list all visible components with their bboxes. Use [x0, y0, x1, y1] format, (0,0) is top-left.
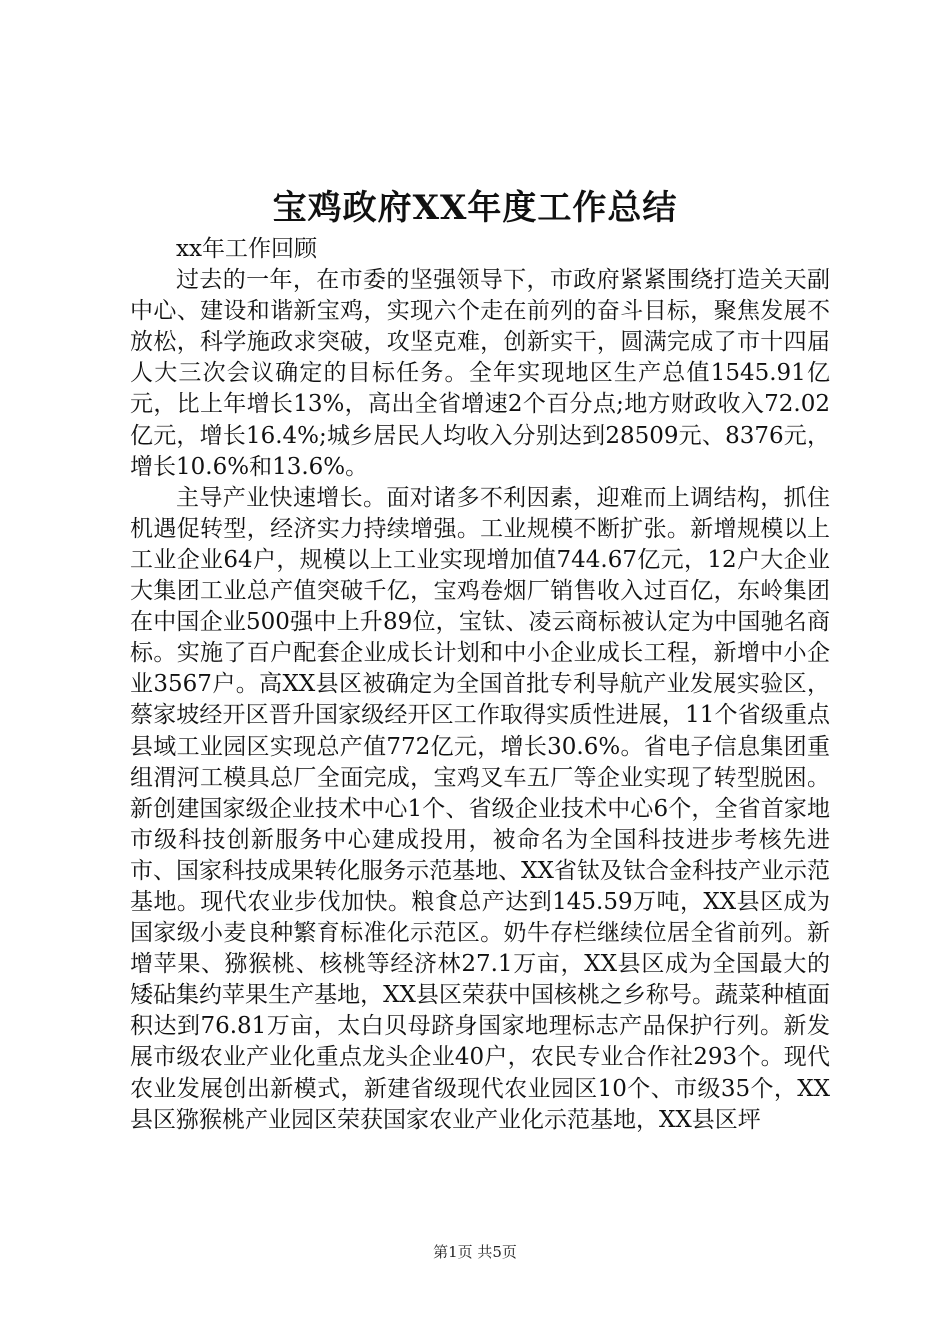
body-paragraph: 过去的一年，在市委的坚强领导下，市政府紧紧围绕打造关天副中心、建设和谐新宝鸡，实现六个走在前列的奋斗目标，聚焦发展不放松，科学施政求突破，攻坚克难，创新实干，圆满完成了市十四届人大三次会议确定的目标任务。全年实现地区生产总值1545.91亿元，比上年增长13%，高出全省增速2个百分点;地方财政收入72.02亿元，增长16.4%;城乡居民人均收入分别达到28509元、8376元，增长10.6%和13.6%。	[130, 267, 830, 480]
document-body	[130, 234, 830, 1136]
body-paragraph: 主导产业快速增长。面对诸多不利因素，迎难而上调结构，抓住机遇促转型，经济实力持续增强。工业规模不断扩张。新增规模以上工业企业64户，规模以上工业实现增加值744.67亿元，12户大企业大集团工业总产值突破千亿，宝鸡卷烟厂销售收入过百亿，东岭集团在中国企业500强中上升89位，宝钛、凌云商标被认定为中国驰名商标。实施了百户配套企业成长计划和中小企业成长工程，新增中小企业3567户。高XX县区被确定为全国首批专利导航产业发展实验区，蔡家坡经开区晋升国家级经开区工作取得实质性进展，11个省级重点县域工业园区实现总产值772亿元，增长30.6%。省电子信息集团重组渭河工模具总厂全面完成，宝鸡叉车五厂等企业实现了转型脱困。新创建国家级企业技术中心1个、省级企业技术中心6个，全省首家地市级科技创新服务中心建成投用，被命名为全国科技进步考核先进市、国家科技成果转化服务示范基地、XX省钛及钛合金科技产业示范基地。现代农业步伐加快。粮食总产达到145.59万吨，XX县区成为国家级小麦良种繁育标准化示范区。奶牛存栏继续位居全省前列。新增苹果、猕猴桃、核桃等经济林27.1万亩，XX县区成为全国最大的矮砧集约苹果生产基地，XX县区荣获中国核桃之乡称号。蔬菜种植面积达到76.81万亩，太白贝母跻身国家地理标志产品保护行列。新发展市级农业产业化重点龙头企业40户，农民专业合作社293个。现代农业发展创出新模式，新建省级现代农业园区10个、市级35个，XX县区猕猴桃产业园区荣获国家农业产业化示范基地，XX县区坪	[130, 484, 830, 1133]
page-footer: 第1页 共5页	[433, 1243, 517, 1261]
document-title: 宝鸡政府XX年度工作总结	[272, 188, 678, 228]
section-heading: xx年工作回顾	[176, 236, 317, 262]
